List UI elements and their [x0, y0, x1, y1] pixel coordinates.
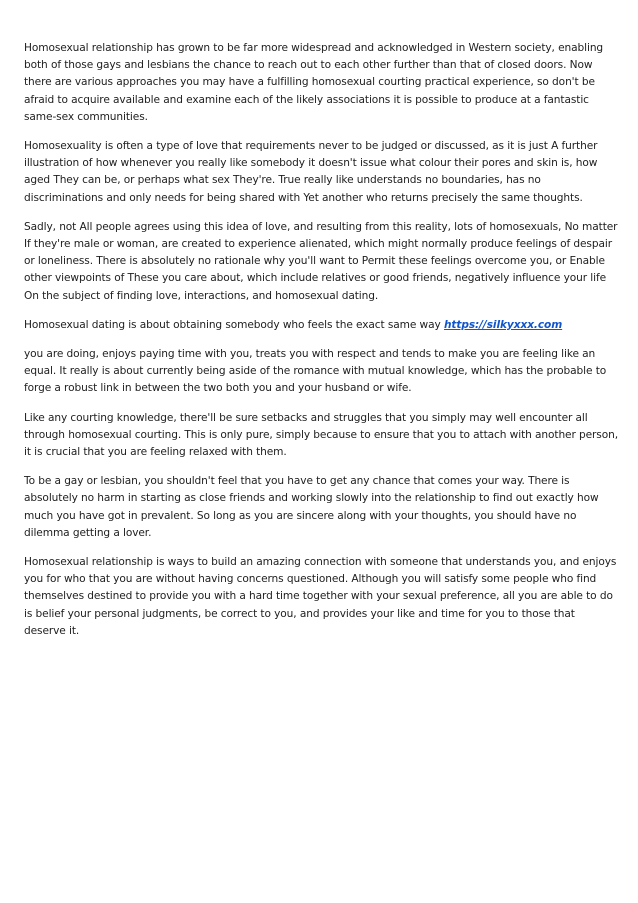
- paragraph-2: Homosexuality is often a type of love that requirements never to be judged or discussed, as it is just A further illustration of how whenever you really like somebody it doesn't issue what colour their pores and skin is, how aged They can be, or perhaps what sex They're. True really like understands no boundaries, has no discriminations and only needs for being shared with Yet another who returns precisely the same thoughts.: [24, 140, 598, 204]
- paragraph-3: Sadly, not All people agrees using this idea of love, and resulting from this reality, lots of homosexuals, No matter If they're male or woman, are created to experience alienated, which might normally produce feelings of despair or loneliness. There is absolutely no rationale why you'll want to Permit these feelings overcome you, or Enable other viewpoints of These you care about, which include relatives or good friends, negatively influence your life On the subject of finding love, interactions, and homosexual dating.: [24, 220, 618, 302]
- site-link[interactable]: https://silkyxxx.com: [443, 318, 563, 331]
- paragraph-6: Like any courting knowledge, there'll be sure setbacks and struggles that you simply may well encounter all through homosexual courting. This is only pure, simply because to ensure that you to attach with another person, it is crucial that you are feeling relaxed with them.: [24, 411, 618, 459]
- paragraph-8: Homosexual relationship is ways to build an amazing connection with someone that understands you, and enjoys you for who that you are without having concerns questioned. Although you will satisfy some people who find themselves destined to provide you with a hard time together with your sexual preference, all you are able to do is belief your personal judgments, be correct to you, and provides your like and time for you to those that deserve it.: [24, 556, 617, 637]
- paragraph-4-with-link: [24, 317, 618, 334]
- paragraph-7: To be a gay or lesbian, you shouldn't feel that you have to get any chance that comes your way. There is absolutely no harm in starting as close friends and working slowly into the relationship to find out exactly how much you have got in prevalent. So long as you are sincere along with your thoughts, you should have no dilemma getting a lover.: [24, 475, 599, 539]
- paragraph-1: Homosexual relationship has grown to be far more widespread and acknowledged in Western society, enabling both of those gays and lesbians the chance to reach out to each other further than that of closed doors. Now there are various approaches you may have a fulfilling homosexual courting practical experience, so don't be afraid to acquire available and examine each of the likely associations it is possible to produce at a fantastic same-sex communities.: [24, 42, 604, 123]
- paragraph-4-text: Homosexual dating is about obtaining somebody who feels the exact same way: [24, 318, 444, 331]
- paragraph-5: you are doing, enjoys paying time with you, treats you with respect and tends to make you are feeling like an equal. It really is about currently being aside of the romance with mutual knowledge, which has the probable to forge a robust link in between the two both you and your husband or wife.: [24, 348, 607, 395]
